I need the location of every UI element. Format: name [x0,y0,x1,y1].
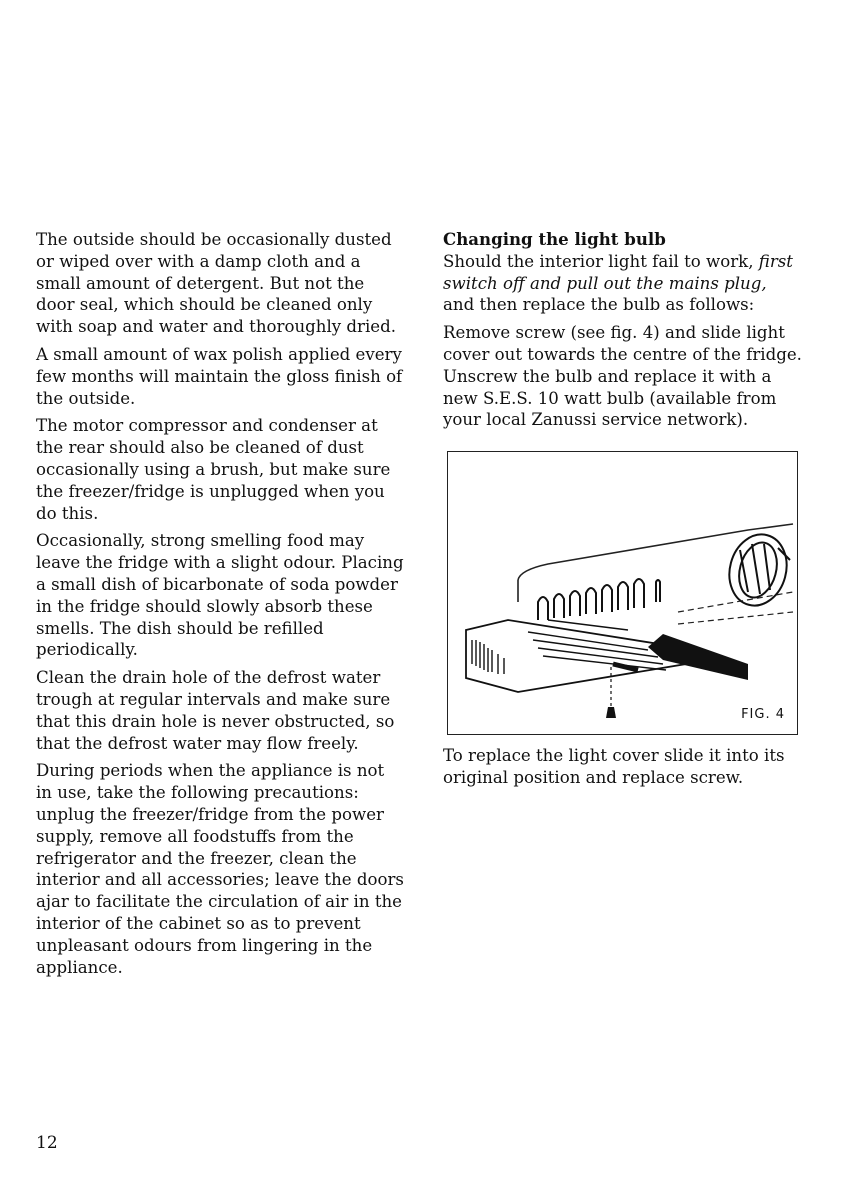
paragraph-cleaning-outside: The outside should be occasionally dusted or wiped over with a damp cloth and a small amount of detergent. But not the door seal, which should be cleaned only with soap and water and thoroughly dried. [36,230,396,337]
replacement-steps: Remove screw (see fig. 4) and slide light cover out towards the centre of the fridge. Unscrew the bulb and replace it with a new S.E.S. 10 watt bulb (available from your local Zanussi service network). [443,323,802,430]
section-heading: Changing the light bulb [443,229,666,249]
page-number: 12 [36,1133,58,1153]
left-column [36,229,404,984]
figure-label: FIG. 4 [741,707,785,722]
bulb-icon [722,528,795,612]
intro-text-start: Should the interior light fail to work, [443,251,759,271]
paragraph-compressor: The motor compressor and condenser at the rear should also be cleaned of dust occasionally using a brush, but make sure the freezer/fridge is unplugged when you do this. [36,416,391,523]
paragraph-not-in-use: During periods when the appliance is not in use, take the following precautions: unplug the freezer/fridge from the power supply, remove all foodstuffs from the refrigerator and the freezer, clean the interior and all accessories; leave the doors ajar to facilitate the circulation of air in the interior of the cabinet so as to prevent unpleasant odours from lingering in the appliance. [36,761,404,977]
right-column [443,229,803,437]
paragraph-drain-hole: Clean the drain hole of the defrost water trough at regular intervals and make sure that this drain hole is never obstructed, so that the defrost water may flow freely. [36,668,395,753]
paragraph-wax-polish: A small amount of wax polish applied every few months will maintain the gloss finish of the outside. [36,344,403,408]
figure-light-cover [447,451,798,735]
intro-text-end: and then replace the bulb as follows: [443,295,755,315]
intro-warning: first switch off and pull out the mains plug, [443,251,793,293]
paragraph-odour: Occasionally, strong smelling food may leave the fridge with a slight odour. Placing a small dish of bicarbonate of soda powder in the fridge should slowly absorb these smells. The dish should be refilled periodically. [36,531,404,660]
figure-caption: To replace the light cover slide it into its original position and replace screw. [443,746,785,787]
light-cover-illustration [448,452,796,733]
arrow-icon [648,634,748,680]
light-bulb-section [443,229,803,316]
